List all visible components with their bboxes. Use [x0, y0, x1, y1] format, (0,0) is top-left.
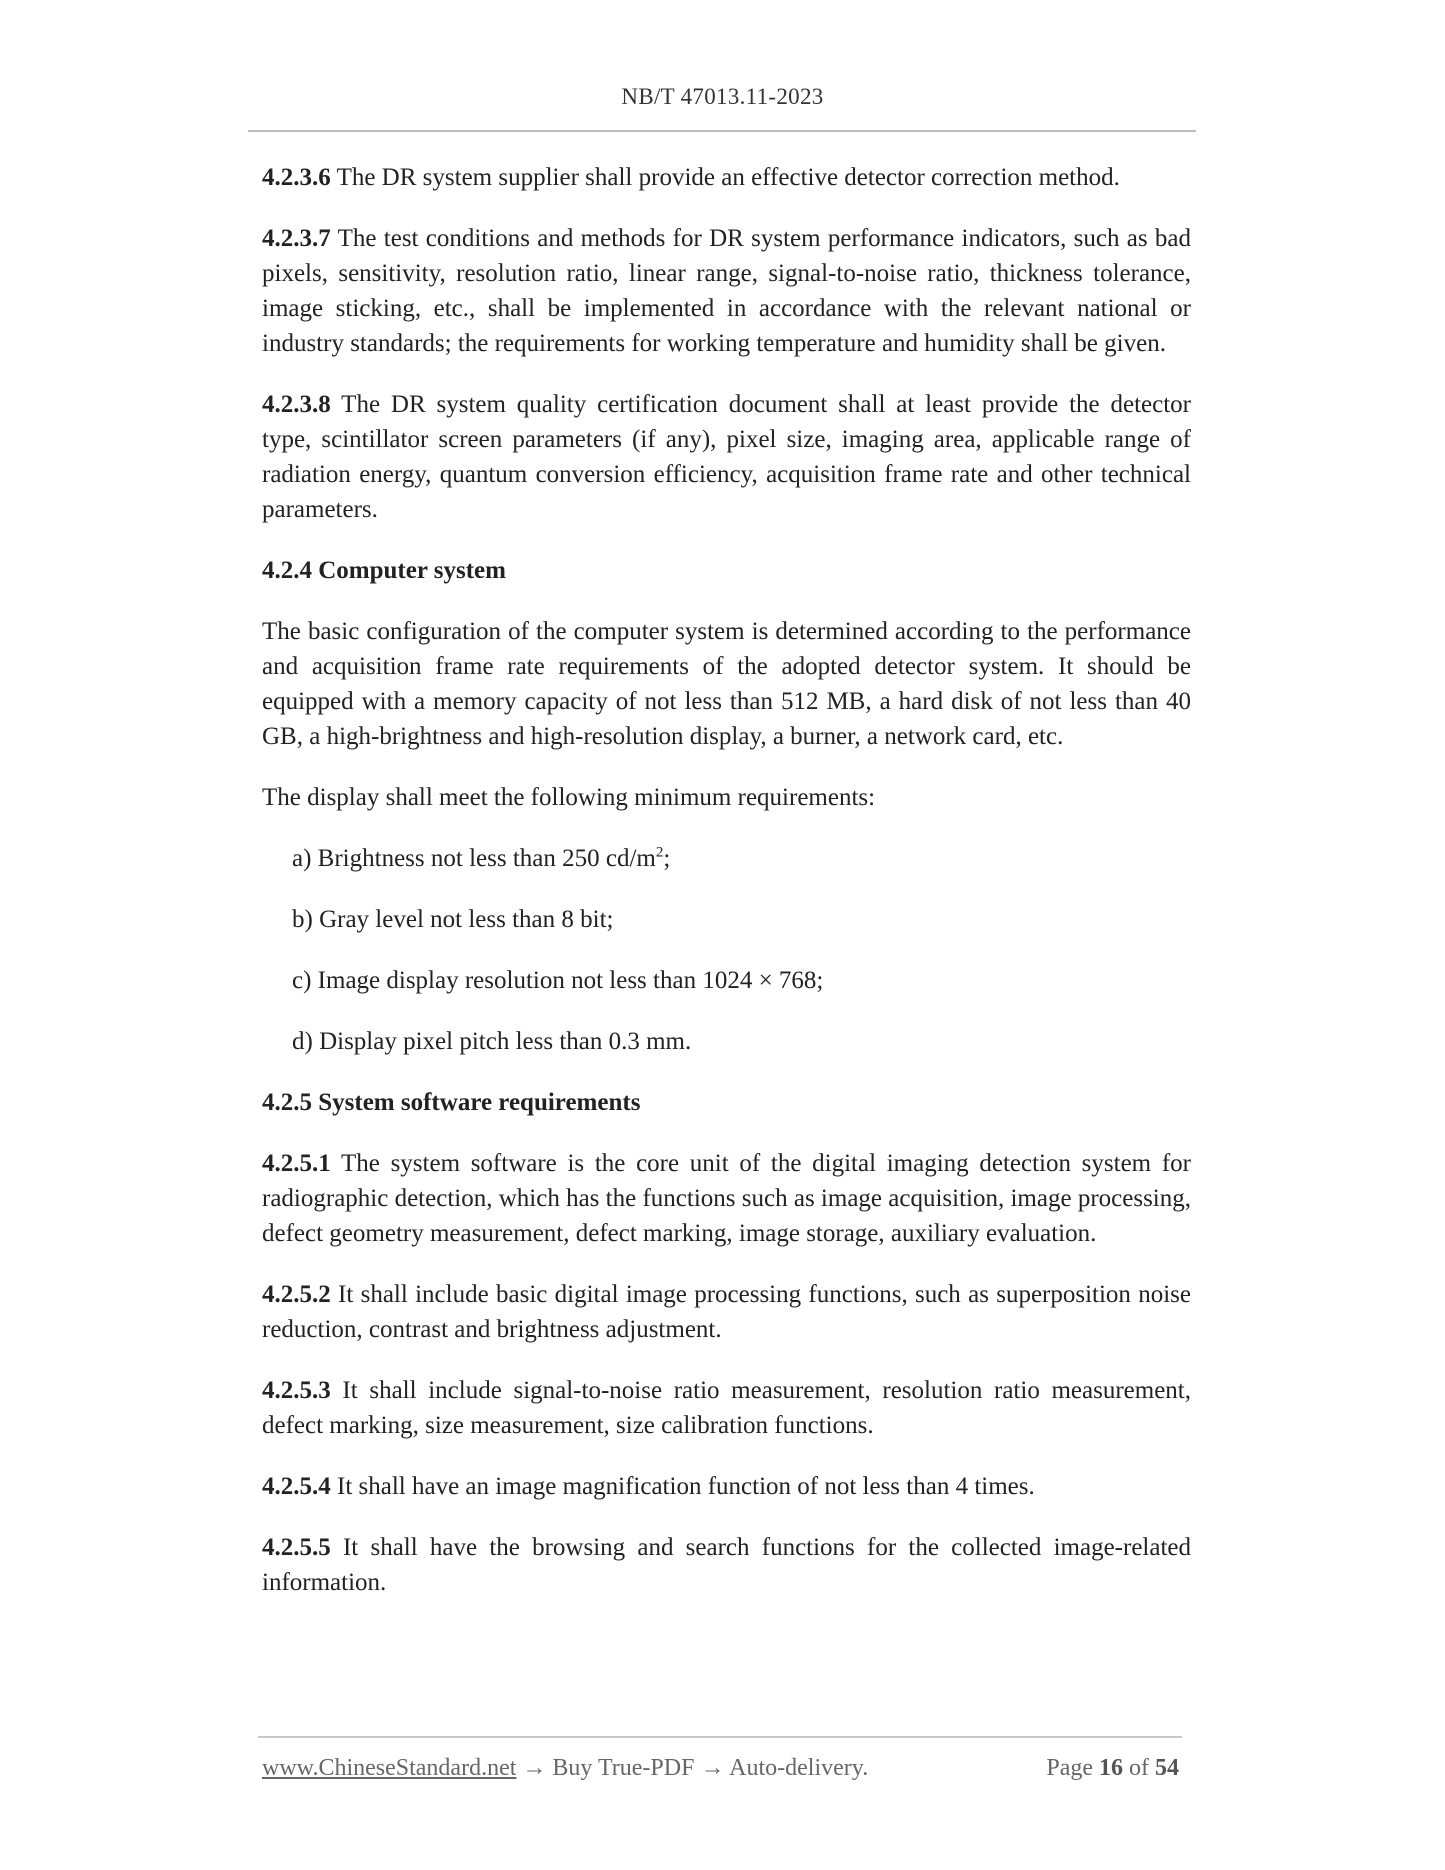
- clause-text: The DR system quality certification document shall at least provide the detector type, scintillator screen parameters (if any), pixel size, imaging area, applicable range of radiation energy, quantum conversion efficiency, acquisition frame rate and other technical parameters.: [262, 391, 1191, 523]
- clause-4-2-5-1: [262, 1146, 1191, 1251]
- footer-divider: [258, 1736, 1182, 1738]
- clause-4-2-5-4: [262, 1469, 1191, 1504]
- of-label: of: [1129, 1755, 1149, 1781]
- list-item-c: c) Image display resolution not less than 1024 × 768;: [292, 967, 824, 994]
- auto-delivery-text: Auto-delivery.: [729, 1755, 869, 1781]
- clause-4-2-3-6: [262, 160, 1191, 195]
- page-indicator: [1046, 1755, 1179, 1782]
- page-total: 54: [1155, 1755, 1179, 1781]
- clause-text: It shall include signal-to-noise ratio measurement, resolution ratio measurement, defect marking, size measurement, size calibration functions.: [262, 1377, 1192, 1439]
- clause-text: It shall have an image magnification function of not less than 4 times.: [337, 1473, 1035, 1500]
- section-heading-4-2-4: 4.2.4 Computer system: [262, 557, 506, 584]
- clause-number: 4.2.5.1: [262, 1150, 331, 1177]
- list-item-d: d) Display pixel pitch less than 0.3 mm.: [292, 1028, 692, 1055]
- clause-text: It shall include basic digital image processing functions, such as superposition noise reduction, contrast and brightness adjustment.: [262, 1281, 1191, 1343]
- list-item-text: a) Brightness not less than 250 cd/m: [292, 845, 656, 872]
- clause-4-2-5-2: [262, 1277, 1191, 1347]
- clause-text: The test conditions and methods for DR system performance indicators, such as bad pixels, sensitivity, resolution ratio, linear range, signal-to-noise ratio, thickness tolerance, image sticking, etc., shall be implemented in accordance with the relevant national or industry standards; the requirements for working temperature and humidity shall be given.: [262, 225, 1191, 357]
- header-divider: [248, 130, 1196, 132]
- clause-number: 4.2.5.5: [262, 1534, 331, 1561]
- clause-4-2-3-7: [262, 221, 1191, 361]
- list-item-a: [262, 841, 1191, 876]
- page-label: Page: [1046, 1755, 1093, 1781]
- clause-text: It shall have the browsing and search functions for the collected image-related information.: [262, 1534, 1192, 1596]
- section-heading-4-2-5: 4.2.5 System software requirements: [262, 1089, 641, 1116]
- superscript: 2: [655, 844, 664, 861]
- clause-text: The system software is the core unit of the digital imaging detection system for radiographic detection, which has the functions such as image acquisition, image processing, defect geometry measurement, defect marking, image storage, auxiliary evaluation.: [262, 1150, 1191, 1247]
- arrow-right-icon: →: [700, 1755, 725, 1781]
- list-item-punct: ;: [663, 845, 671, 872]
- clause-number: 4.2.5.4: [262, 1473, 331, 1500]
- clause-number: 4.2.3.6: [262, 164, 331, 191]
- website-link[interactable]: www.ChineseStandard.net: [262, 1755, 517, 1781]
- clause-text: The DR system supplier shall provide an effective detector correction method.: [336, 164, 1120, 191]
- computer-system-paragraph: The basic configuration of the computer system is determined according to the performance and acquisition frame rate requirements of the adopted detector system. It should be equipped with a memory capacity of not less than 512 MB, a hard disk of not less than 40 GB, a high-brightness and high-resolution display, a burner, a network card, etc.: [262, 618, 1191, 750]
- arrow-right-icon: →: [522, 1755, 547, 1781]
- clause-number: 4.2.5.2: [262, 1281, 331, 1308]
- document-body: [262, 160, 1191, 1626]
- page-current: 16: [1099, 1755, 1123, 1781]
- list-item-b: b) Gray level not less than 8 bit;: [292, 906, 614, 933]
- clause-4-2-5-3: [262, 1373, 1191, 1443]
- clause-4-2-3-8: [262, 387, 1191, 527]
- clause-number: 4.2.5.3: [262, 1377, 331, 1404]
- display-requirements-intro: The display shall meet the following minimum requirements:: [262, 784, 876, 811]
- page-header: NB/T 47013.11-2023: [621, 84, 824, 109]
- clause-number: 4.2.3.8: [262, 391, 331, 418]
- buy-pdf-text: Buy True-PDF: [552, 1755, 695, 1781]
- clause-number: 4.2.3.7: [262, 225, 331, 252]
- footer-promo: [262, 1755, 868, 1782]
- clause-4-2-5-5: [262, 1530, 1191, 1600]
